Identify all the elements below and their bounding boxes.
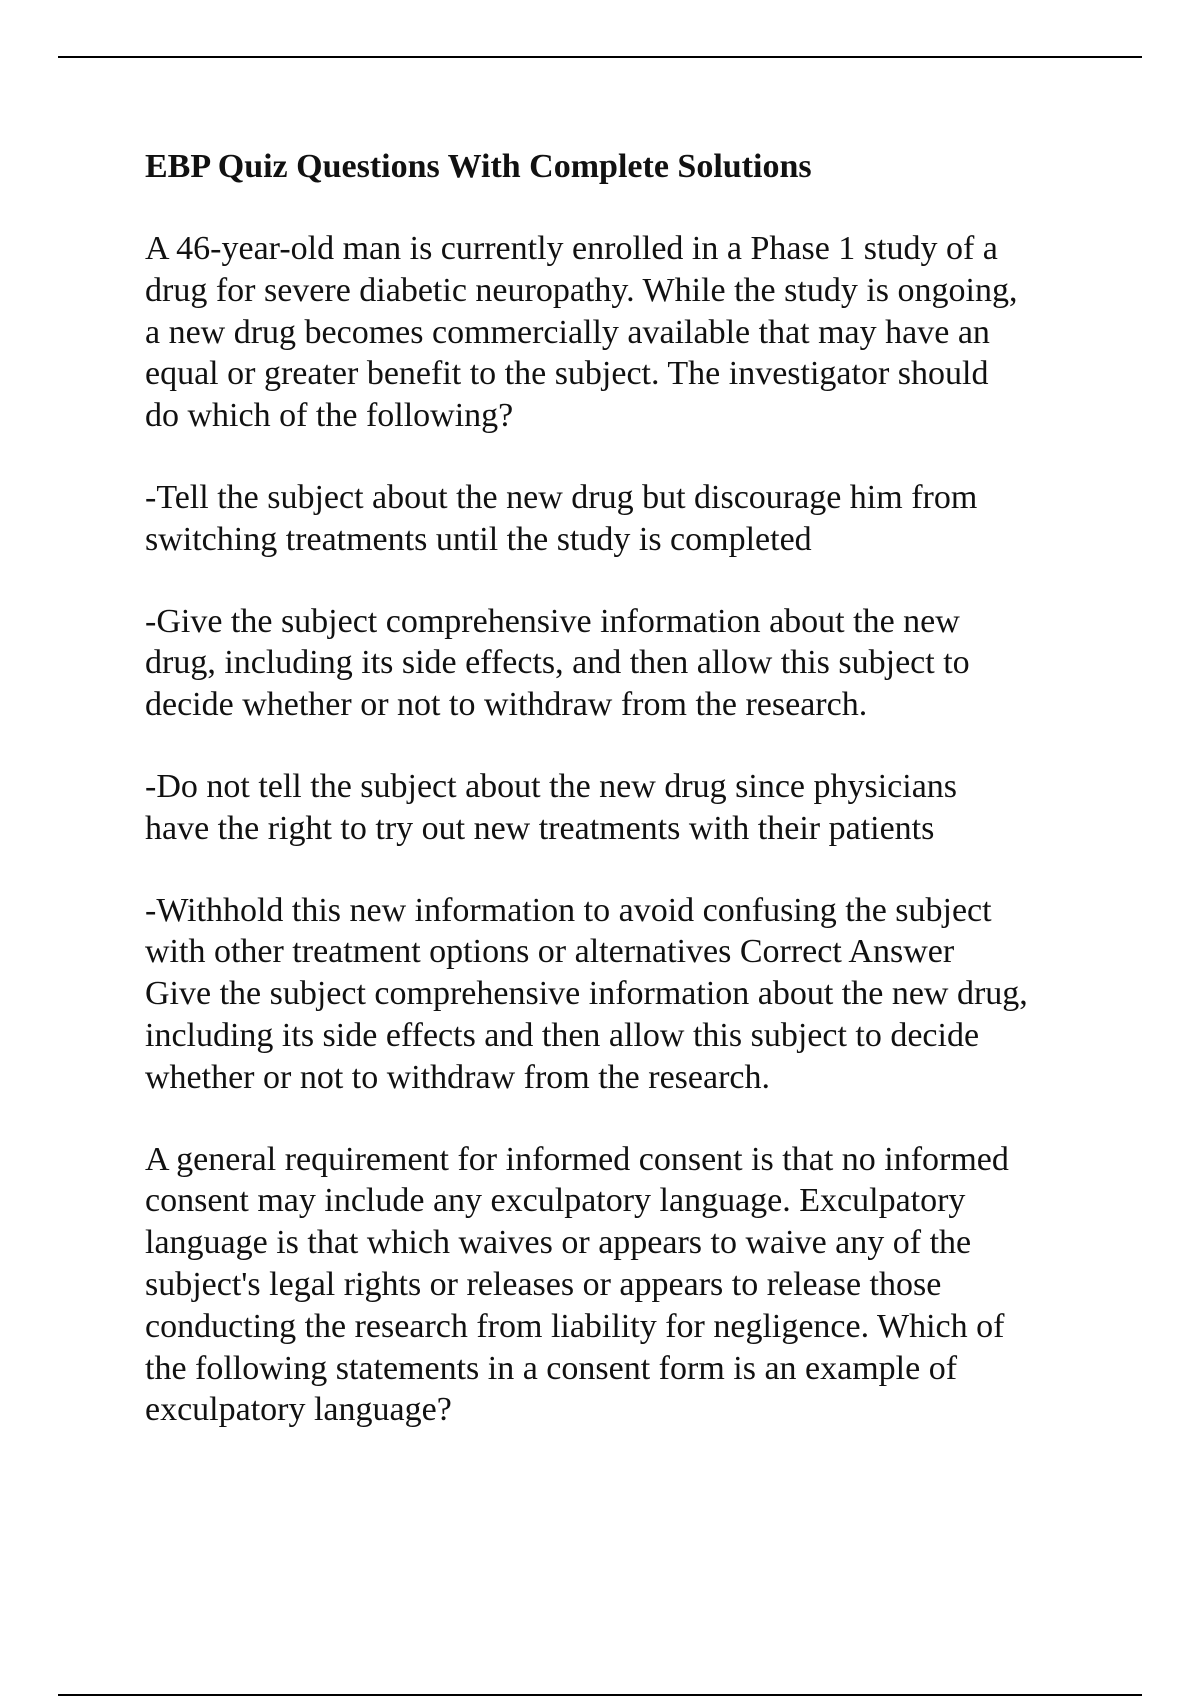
question-2-stem: A general requirement for informed consent is that no informed consent may include any exculpatory language. Exculpatory language is that which waives or appears to waive any of the subject's legal rights or releases or appears to release those conducting the research from liability for negligence. Which of the following statements in a consent form is an example of exculpatory language? bbox=[145, 1140, 1009, 1429]
header-rule bbox=[58, 56, 1142, 58]
document-title: EBP Quiz Questions With Complete Solutions bbox=[145, 148, 812, 185]
question-1-option-c: -Do not tell the subject about the new drug since physicians have the right to try out new treatments with their patients bbox=[145, 767, 958, 847]
document-body bbox=[145, 146, 1105, 1431]
question-1-option-a: -Tell the subject about the new drug but discourage him from switching treatments until the study is completed bbox=[145, 478, 978, 558]
question-1-option-d-and-answer: -Withhold this new information to avoid confusing the subject with other treatment options or alternatives Correct Answer Give the subject comprehensive information about the new drug, including its side effects and then allow this subject to decide whether or not to withdraw from the research. bbox=[145, 891, 1028, 1096]
question-1-option-b: -Give the subject comprehensive information about the new drug, including its side effects, and then allow this subject to decide whether or not to withdraw from the research. bbox=[145, 602, 970, 724]
footer-rule bbox=[58, 1694, 1142, 1696]
question-1-stem: A 46-year-old man is currently enrolled in a Phase 1 study of a drug for severe diabetic neuropathy. While the study is ongoing, a new drug becomes commercially available that may have an equal or greater benefit to the subject. The investigator should do which of the following? bbox=[145, 230, 1018, 435]
